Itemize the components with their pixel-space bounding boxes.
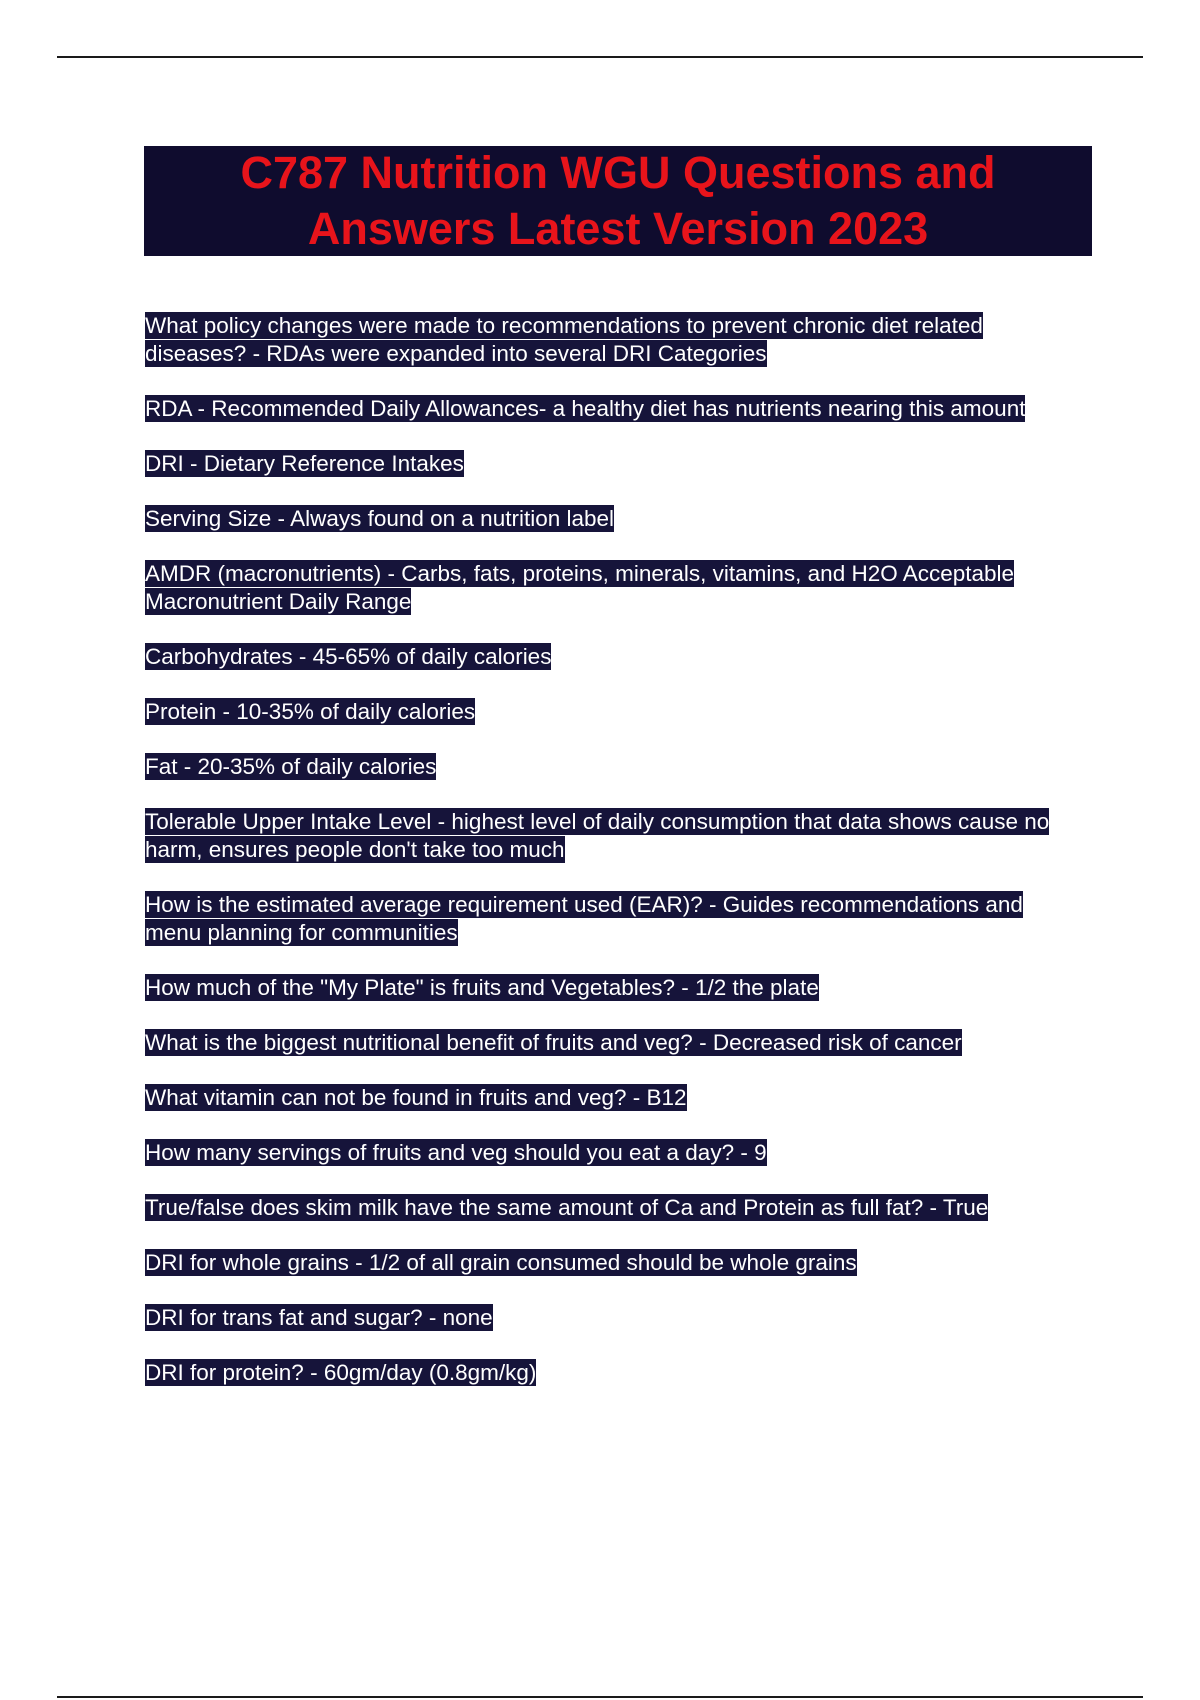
qa-item <box>145 1249 1085 1277</box>
qa-text: Carbohydrates - 45-65% of daily calories <box>145 644 552 669</box>
qa-item <box>145 560 1085 616</box>
qa-text: True/false does skim milk have the same amount of Ca and Protein as full fat? - True <box>145 1195 989 1220</box>
qa-text: RDA - Recommended Daily Allowances- a healthy diet has nutrients nearing this amount <box>145 396 1026 421</box>
bottom-divider <box>57 1696 1143 1698</box>
qa-item <box>145 1029 1085 1057</box>
qa-item <box>145 698 1085 726</box>
qa-text: Serving Size - Always found on a nutrition label <box>145 506 615 531</box>
qa-text: DRI for protein? - 60gm/day (0.8gm/kg) <box>145 1360 537 1385</box>
qa-text: What vitamin can not be found in fruits and veg? - B12 <box>145 1085 687 1110</box>
qa-text: How many servings of fruits and veg should you eat a day? - 9 <box>145 1140 767 1165</box>
title-line-1: C787 Nutrition WGU Questions and <box>240 147 996 198</box>
qa-text: How is the estimated average requirement used (EAR)? - Guides recommendations and menu planning for communities <box>145 892 1023 945</box>
qa-text: Protein - 10-35% of daily calories <box>145 699 476 724</box>
qa-item <box>145 450 1085 478</box>
title-line-2: Answers Latest Version 2023 <box>307 203 929 254</box>
qa-text: DRI - Dietary Reference Intakes <box>145 451 464 476</box>
qa-list <box>145 312 1093 1414</box>
qa-item <box>145 643 1085 671</box>
qa-text: How much of the "My Plate" is fruits and Vegetables? - 1/2 the plate <box>145 975 819 1000</box>
document-title <box>144 145 1092 257</box>
qa-text: AMDR (macronutrients) - Carbs, fats, proteins, minerals, vitamins, and H2O Acceptable Macronutrient Daily Range <box>145 561 1015 614</box>
qa-item <box>145 1139 1085 1167</box>
qa-item <box>145 312 1085 368</box>
qa-item <box>145 395 1085 423</box>
title-banner <box>144 146 1092 256</box>
qa-item <box>145 891 1085 947</box>
qa-item <box>145 808 1085 864</box>
qa-item <box>145 505 1085 533</box>
qa-item <box>145 974 1085 1002</box>
top-divider <box>57 56 1143 58</box>
qa-text: DRI for whole grains - 1/2 of all grain consumed should be whole grains <box>145 1250 857 1275</box>
qa-text: DRI for trans fat and sugar? - none <box>145 1305 493 1330</box>
qa-item <box>145 1194 1085 1222</box>
qa-item <box>145 753 1085 781</box>
qa-text: Fat - 20-35% of daily calories <box>145 754 437 779</box>
qa-text: What policy changes were made to recommendations to prevent chronic diet related diseases? - RDAs were expanded into several DRI Categories <box>145 313 983 366</box>
qa-item <box>145 1359 1085 1387</box>
qa-text: What is the biggest nutritional benefit of fruits and veg? - Decreased risk of cancer <box>145 1030 962 1055</box>
qa-text: Tolerable Upper Intake Level - highest level of daily consumption that data shows cause no harm, ensures people don't take too much <box>145 809 1050 862</box>
qa-item <box>145 1084 1085 1112</box>
qa-item <box>145 1304 1085 1332</box>
